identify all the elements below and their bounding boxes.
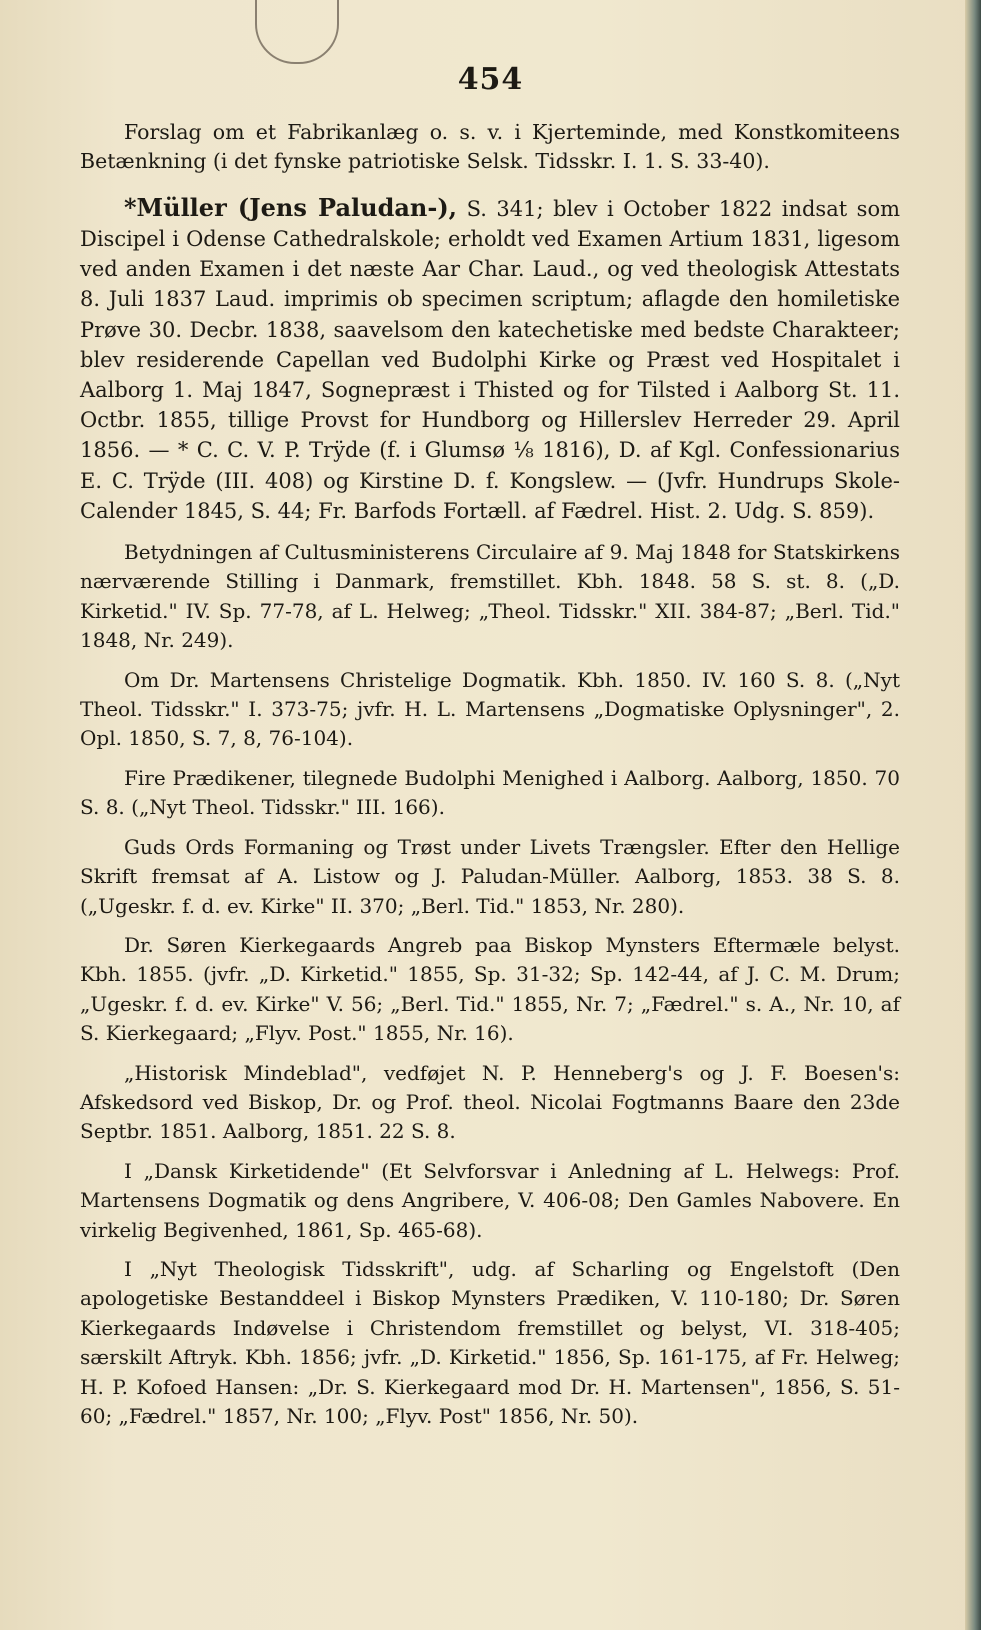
work-item-5: Dr. Søren Kierkegaards Angreb paa Biskop Mynsters Eftermæle belyst. Kbh. 1855. (jvfr. „D. Kirketid." 1855, Sp. 31-32; Sp. 142-44, af J. C. M. Drum; „Ugeskr. f. d. ev. Kirke" V. 56; „Berl. Tid." 1855, Nr. 7; „Fædrel." s. A., Nr. 10, af S. Kierkegaard; „Flyv. Post." 1855, Nr. 16). bbox=[80, 932, 900, 1046]
page-text bbox=[80, 118, 900, 1441]
entry-body: S. 341; blev i October 1822 indsat som Discipel i Odense Cathedralskole; erholdt ved Examen Artium 1831, ligesom ved anden Examen i det næste Aar Char. Laud., og ved theologisk Attestats 8. Juli 1837 Laud. imprimis ob specimen scriptum; aflagde den homiletiske Prøve 30. Decbr. 1838, saavelsom den katechetiske med bedste Charakteer; blev residerende Capellan ved Budolphi Kirke og Præst ved Hospitalet i Aalborg 1. Maj 1847, Sognepræst i Thisted og for Tilsted i Aalborg St. 11. Octbr. 1855, tillige Provst for Hundborg og Hillerslev Herreder 29. April 1856. — * C. C. V. P. Trÿde (f. i Glumsø ⅛ 1816), D. af Kgl. Confessionarius E. C. Trÿde (III. 408) og Kirstine D. f. Kongslew. — (Jvfr. Hundrups Skole-Calender 1845, S. 44; Fr. Barfods Fortæll. af Fædrel. Hist. 2. Udg. S. 859). bbox=[80, 196, 900, 523]
work-item-3: Fire Prædikener, tilegnede Budolphi Menighed i Aalborg. Aalborg, 1850. 70 S. 8. („Nyt Theol. Tidsskr." III. 166). bbox=[80, 765, 900, 820]
work-item-6: „Historisk Mindeblad", vedføjet N. P. Henneberg's og J. F. Boesen's: Afskedsord ved Biskop, Dr. og Prof. theol. Nicolai Fogtmanns Baare den 23de Septbr. 1851. Aalborg, 1851. 22 S. 8. bbox=[80, 1060, 900, 1144]
work-item-2: Om Dr. Martensens Christelige Dogmatik. Kbh. 1850. IV. 160 S. 8. („Nyt Theol. Tidsskr." I. 373-75; jvfr. H. L. Martensens „Dogmatiske Oplysninger", 2. Opl. 1850, S. 7, 8, 76-104). bbox=[80, 667, 900, 751]
work-item-8: I „Nyt Theologisk Tidsskrift", udg. af Scharling og Engelstoft (Den apologetiske Bestanddeel i Biskop Mynsters Prædiken, V. 110-180; Dr. Søren Kierkegaards Indøvelse i Christendom fremstillet og belyst, VI. 318-405; særskilt Aftryk. Kbh. 1856; jvfr. „D. Kirketid." 1856, Sp. 161-175, af Fr. Helweg; H. P. Kofoed Hansen: „Dr. S. Kierkegaard mod Dr. H. Martensen", 1856, S. 51-60; „Fædrel." 1857, Nr. 100; „Flyv. Post" 1856, Nr. 50). bbox=[80, 1256, 900, 1429]
work-item-1: Betydningen af Cultusministerens Circulaire af 9. Maj 1848 for Statskirkens nærværende Stilling i Danmark, fremstillet. Kbh. 1848. 58 S. st. 8. („D. Kirketid." IV. Sp. 77-78, af L. Helweg; „Theol. Tidsskr." XII. 384-87; „Berl. Tid." 1848, Nr. 249). bbox=[80, 540, 900, 653]
intro-paragraph: Forslag om et Fabrikanlæg o. s. v. i Kjerteminde, med Konstkomiteens Betænkning (i det fynske patriotiske Selsk. Tidsskr. I. 1. S. 33-40). bbox=[80, 120, 900, 174]
biography-entry bbox=[80, 193, 900, 526]
work-item-4: Guds Ords Formaning og Trøst under Livets Trængsler. Efter den Hellige Skrift fremsat af A. Listow og J. Paludan-Müller. Aalborg, 1853. 38 S. 8. („Ugeskr. f. d. ev. Kirke" II. 370; „Berl. Tid." 1853, Nr. 280). bbox=[80, 834, 900, 918]
work-item-7: I „Dansk Kirketidende" (Et Selvforsvar i Anledning af L. Helwegs: Prof. Martensens Dogmatik og dens Angribere, V. 406-08; Den Gamles Nabovere. En virkelig Begivenhed, 1861, Sp. 465-68). bbox=[80, 1158, 900, 1242]
book-spine-edge bbox=[965, 0, 981, 1630]
page-number: 454 bbox=[457, 62, 524, 97]
entry-heading: *Müller (Jens Paludan-), bbox=[124, 192, 458, 222]
paper-notch bbox=[255, 0, 339, 64]
